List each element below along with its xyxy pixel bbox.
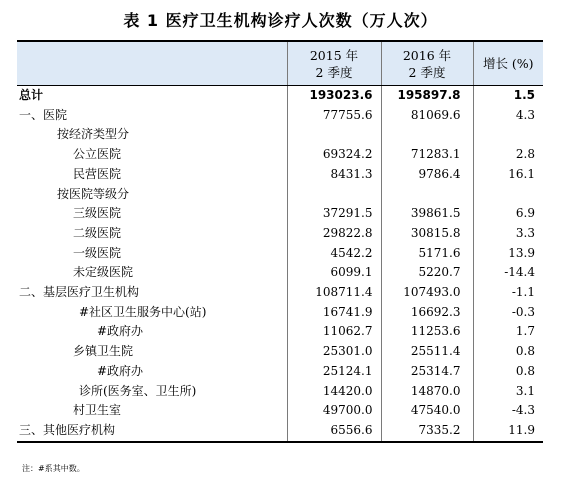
table-row [17, 362, 543, 382]
cell-2015q2 [287, 185, 381, 205]
row-label: 按医院等级分 [17, 185, 287, 205]
cell-growth: 2.8 [515, 147, 535, 162]
cell-2015q2: 69324.2 [287, 145, 381, 165]
cell-2015q2: 4542.2 [287, 244, 381, 264]
cell-2016q2: 25511.4 [381, 342, 473, 362]
cell-2015q2: 14420.0 [287, 382, 381, 402]
cell-2016q2: 5171.6 [381, 244, 473, 264]
cell-growth: 11.9 [473, 421, 543, 442]
cell-growth: 4.3 [515, 107, 535, 122]
cell-growth: 1.5 [513, 88, 535, 102]
cell-growth [473, 185, 543, 205]
cell-2015q2: 37291.5 [287, 204, 381, 224]
cell-growth: 3.1 [515, 383, 535, 398]
cell-2016q2: 47540.0 [381, 401, 473, 421]
cell-2016q2: 7335.2 [381, 421, 473, 442]
row-label: 乡镇卫生院 [17, 342, 287, 362]
table-row [17, 244, 543, 264]
table-row [17, 283, 543, 303]
table-row [17, 145, 543, 165]
cell-growth: 16.1 [508, 166, 535, 181]
row-label: 二级医院 [17, 224, 287, 244]
row-label: 诊所(医务室、卫生所) [17, 382, 287, 402]
cell-2016q2: 25314.7 [381, 362, 473, 382]
cell-growth: -0.3 [511, 304, 535, 319]
table-row [17, 382, 543, 402]
table-row [17, 165, 543, 185]
cell-growth: 0.8 [515, 344, 535, 359]
visits-table [17, 40, 543, 443]
row-label: 按经济类型分 [17, 125, 287, 145]
cell-2015q2 [287, 125, 381, 145]
header-2015q2-text: 2015 年 2 季度 [309, 47, 359, 80]
cell-2015q2: 16741.9 [287, 303, 381, 323]
cell-2015q2: 25124.1 [287, 362, 381, 382]
row-label: #政府办 [17, 362, 287, 382]
row-label: 一级医院 [17, 244, 287, 264]
cell-2016q2: 71283.1 [381, 145, 473, 165]
table-title: 表 1 医疗卫生机构诊疗人次数（万人次） [123, 11, 438, 30]
row-label: 一、医院 [17, 106, 287, 126]
header-growth: 增长 (%) [473, 41, 543, 86]
table-row [17, 125, 543, 145]
table-row [17, 421, 543, 442]
table-row [17, 263, 543, 283]
table-row [17, 224, 543, 244]
cell-2015q2: 49700.0 [287, 401, 381, 421]
cell-2016q2: 81069.6 [381, 106, 473, 126]
table-header-row [17, 41, 543, 86]
row-label: 总计 [17, 86, 287, 106]
cell-2015q2: 8431.3 [287, 165, 381, 185]
cell-2016q2 [381, 185, 473, 205]
cell-2016q2: 195897.8 [381, 86, 473, 106]
cell-growth: 13.9 [508, 245, 535, 260]
cell-2016q2: 14870.0 [381, 382, 473, 402]
header-2016q2 [381, 41, 473, 86]
table-row [17, 322, 543, 342]
cell-2016q2 [381, 125, 473, 145]
cell-2015q2: 77755.6 [287, 106, 381, 126]
cell-growth: 1.7 [515, 324, 535, 339]
cell-growth: -4.3 [511, 403, 535, 418]
row-label: 二、基层医疗卫生机构 [17, 283, 287, 303]
cell-2016q2: 11253.6 [381, 322, 473, 342]
cell-growth: -1.1 [511, 285, 535, 300]
row-label: 未定级医院 [17, 263, 287, 283]
table-row [17, 86, 543, 106]
header-2015q2 [287, 41, 381, 86]
row-label: 三级医院 [17, 204, 287, 224]
cell-growth [473, 125, 543, 145]
cell-2016q2: 30815.8 [381, 224, 473, 244]
table-row [17, 106, 543, 126]
table-row [17, 342, 543, 362]
header-category [17, 41, 287, 86]
cell-2015q2: 6099.1 [287, 263, 381, 283]
row-label: #社区卫生服务中心(站) [17, 303, 287, 323]
cell-2015q2: 11062.7 [287, 322, 381, 342]
row-label: 三、其他医疗机构 [17, 421, 287, 442]
table-row [17, 401, 543, 421]
cell-2015q2: 29822.8 [287, 224, 381, 244]
cell-2015q2: 6556.6 [287, 421, 381, 442]
footnote: 注：#系其中数。 [22, 464, 85, 473]
cell-growth: 0.8 [515, 363, 535, 378]
row-label: 民营医院 [17, 165, 287, 185]
cell-2016q2: 5220.7 [381, 263, 473, 283]
cell-growth: 3.3 [515, 225, 535, 240]
cell-2015q2: 25301.0 [287, 342, 381, 362]
cell-growth: -14.4 [504, 265, 535, 280]
cell-2016q2: 39861.5 [381, 204, 473, 224]
cell-2016q2: 9786.4 [381, 165, 473, 185]
table-row [17, 303, 543, 323]
cell-2016q2: 107493.0 [381, 283, 473, 303]
cell-2016q2: 16692.3 [381, 303, 473, 323]
cell-2015q2: 193023.6 [287, 86, 381, 106]
table-row [17, 204, 543, 224]
table-row [17, 185, 543, 205]
cell-2015q2: 108711.4 [287, 283, 381, 303]
header-2016q2-text: 2016 年 2 季度 [402, 47, 452, 80]
cell-growth: 6.9 [515, 206, 535, 221]
row-label: 公立医院 [17, 145, 287, 165]
row-label: #政府办 [17, 322, 287, 342]
row-label: 村卫生室 [17, 401, 287, 421]
